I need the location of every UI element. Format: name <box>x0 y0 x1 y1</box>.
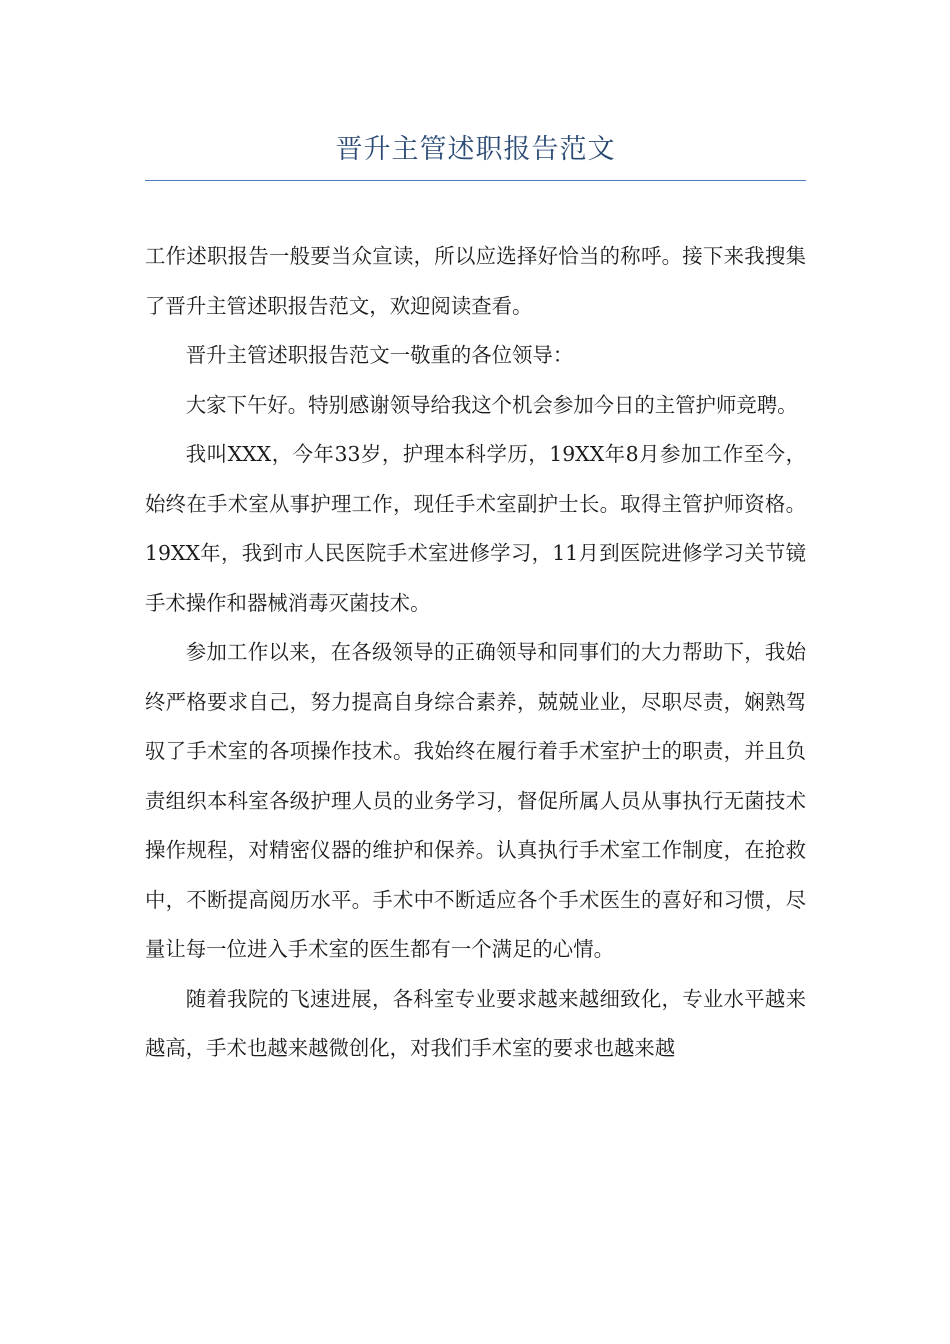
document-title: 晋升主管述职报告范文 <box>335 134 616 165</box>
paragraph: 我叫XXX，今年33岁，护理本科学历，19XX年8月参加工作至今，始终在手术室从事护理工作，现任手术室副护士长。取得主管护师资格。19XX年，我到市人民医院手术室进修学习，11月到医院进修学习关节镜手术操作和器械消毒灭菌技术。 <box>145 442 806 615</box>
paragraph: 工作述职报告一般要当众宣读，所以应选择好恰当的称呼。接下来我搜集了晋升主管述职报告范文，欢迎阅读查看。 <box>145 244 806 318</box>
document-body <box>145 232 806 1074</box>
paragraph: 大家下午好。特别感谢领导给我这个机会参加今日的主管护师竞聘。 <box>185 392 798 417</box>
paragraph: 参加工作以来，在各级领导的正确领导和同事们的大力帮助下，我始终严格要求自己，努力提高自身综合素养，兢兢业业，尽职尽责，娴熟驾驭了手术室的各项操作技术。我始终在履行着手术室护士的职责，并且负责组织本科室各级护理人员的业务学习，督促所属人员从事执行无菌技术操作规程，对精密仪器的维护和保养。认真执行手术室工作制度，在抢救中，不断提高阅历水平。手术中不断适应各个手术医生的喜好和习惯，尽量让每一位进入手术室的医生都有一个满足的心情。 <box>145 640 806 961</box>
title-underline <box>145 180 806 181</box>
paragraph: 随着我院的飞速进展，各科室专业要求越来越细致化，专业水平越来越高，手术也越来越微创化，对我们手术室的要求也越来越 <box>145 986 806 1060</box>
paragraph: 晋升主管述职报告范文一敬重的各位领导： <box>185 343 574 367</box>
